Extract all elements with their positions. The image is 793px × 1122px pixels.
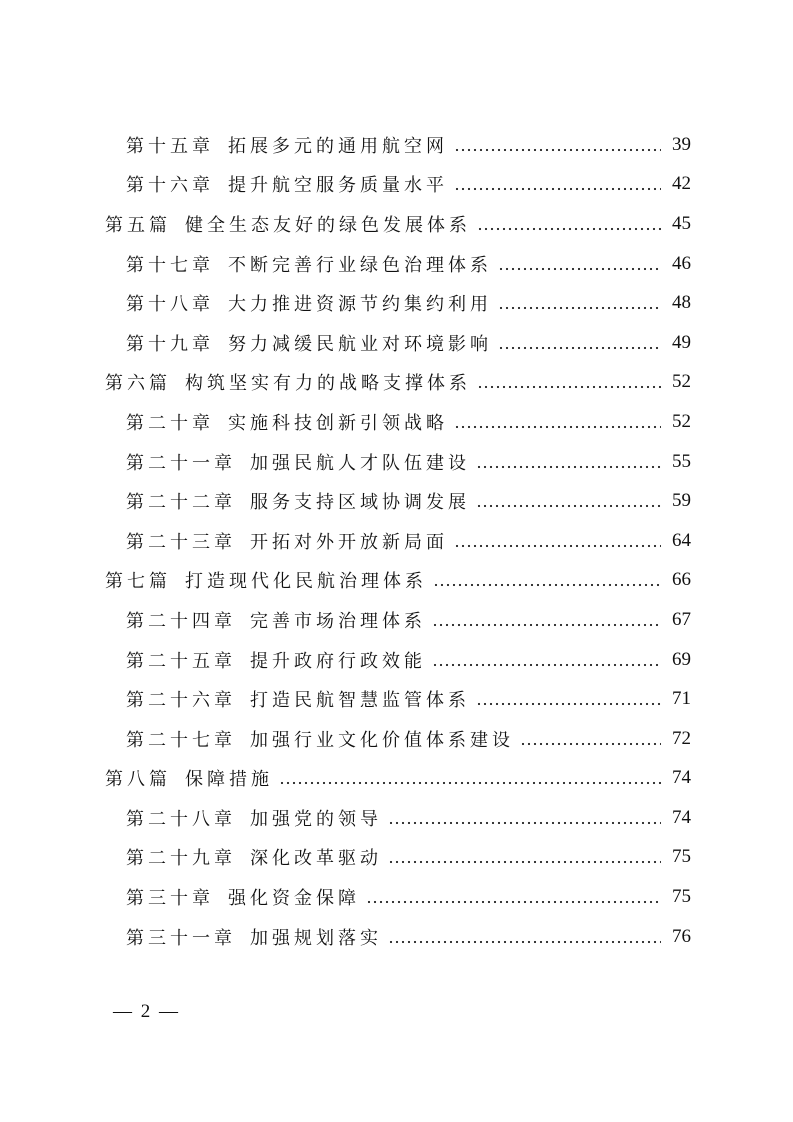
toc-entry-label: 第十七章: [126, 254, 214, 276]
dot-leader: [454, 174, 661, 194]
toc-entry-title: 打造现代化民航治理体系: [185, 571, 427, 593]
toc-entry-title: 加强党的领导: [250, 808, 382, 830]
toc-entry-page-number: 46: [672, 252, 691, 274]
toc-entry-label: 第二十八章: [126, 808, 236, 830]
toc-entry-label: 第八篇: [105, 769, 171, 791]
dot-leader: [388, 927, 661, 947]
toc-entry-title: 服务支持区域协调发展: [250, 492, 470, 514]
dot-leader: [454, 135, 661, 155]
toc-entry-label: 第二十七章: [126, 729, 236, 751]
toc-entry-label: 第二十九章: [126, 848, 236, 870]
dot-leader: [279, 768, 661, 788]
toc-entry-page-number: 75: [672, 886, 691, 908]
toc-entry-label: 第二十章: [126, 412, 214, 434]
toc-entry-label: 第二十四章: [126, 610, 236, 632]
toc-part-entry[interactable]: [0, 204, 793, 244]
dot-leader: [432, 650, 661, 670]
toc-chapter-entry[interactable]: [0, 600, 793, 640]
toc-entry-page-number: 52: [672, 410, 691, 432]
toc-entry-label: 第七篇: [105, 571, 171, 593]
toc-entry-label: 第十五章: [126, 135, 214, 157]
toc-entry-label: 第二十一章: [126, 452, 236, 474]
toc-entry-label: 第二十六章: [126, 690, 236, 712]
toc-chapter-entry[interactable]: [0, 521, 793, 561]
toc-entry-title: 加强规划落实: [250, 927, 382, 949]
toc-part-entry[interactable]: [0, 561, 793, 601]
toc-chapter-entry[interactable]: [0, 917, 793, 957]
dot-leader: [366, 887, 661, 907]
toc-entry-label: 第十六章: [126, 175, 214, 197]
toc-entry-page-number: 75: [672, 846, 691, 868]
toc-entry-page-number: 48: [672, 292, 691, 314]
toc-entry-page-number: 52: [672, 371, 691, 393]
dot-leader: [498, 333, 661, 353]
toc-entry-title: 实施科技创新引领战略: [228, 412, 448, 434]
dot-leader: [477, 372, 661, 392]
toc-entry-label: 第五篇: [105, 214, 171, 236]
toc-entry-page-number: 72: [672, 727, 691, 749]
toc-entry-label: 第十八章: [126, 294, 214, 316]
toc-entry-page-number: 69: [672, 648, 691, 670]
toc-entry-page-number: 74: [672, 767, 691, 789]
page-number: — 2 —: [113, 1001, 180, 1022]
toc-entry-title: 健全生态友好的绿色发展体系: [185, 214, 471, 236]
toc-chapter-entry[interactable]: [0, 165, 793, 205]
dot-leader: [388, 847, 661, 867]
toc-entry-label: 第三十一章: [126, 927, 236, 949]
toc-entry-label: 第三十章: [126, 888, 214, 910]
toc-entry-title: 不断完善行业绿色治理体系: [228, 254, 492, 276]
toc-chapter-entry[interactable]: [0, 323, 793, 363]
toc-chapter-entry[interactable]: [0, 125, 793, 165]
toc-entry-title: 提升航空服务质量水平: [228, 175, 448, 197]
toc-entry-page-number: 64: [672, 529, 691, 551]
dot-leader: [476, 491, 661, 511]
toc-entry-label: 第二十三章: [126, 531, 236, 553]
toc-chapter-entry[interactable]: [0, 640, 793, 680]
toc-entry-title: 提升政府行政效能: [250, 650, 426, 672]
toc-entry-page-number: 74: [672, 806, 691, 828]
toc-entry-label: 第二十五章: [126, 650, 236, 672]
toc-entry-page-number: 39: [672, 133, 691, 155]
toc-entry-page-number: 59: [672, 490, 691, 512]
toc-entry-label: 第二十二章: [126, 492, 236, 514]
dot-leader: [432, 610, 661, 630]
toc-entry-page-number: 76: [672, 925, 691, 947]
dot-leader: [520, 729, 661, 749]
toc-entry-title: 加强行业文化价值体系建设: [250, 729, 514, 751]
dot-leader: [477, 214, 661, 234]
toc-part-entry[interactable]: [0, 363, 793, 403]
toc-chapter-entry[interactable]: [0, 442, 793, 482]
toc-part-entry[interactable]: [0, 759, 793, 799]
table-of-contents: [0, 125, 793, 956]
toc-chapter-entry[interactable]: [0, 244, 793, 284]
toc-entry-title: 打造民航智慧监管体系: [250, 690, 470, 712]
dot-leader: [454, 531, 661, 551]
toc-chapter-entry[interactable]: [0, 283, 793, 323]
toc-entry-title: 保障措施: [185, 769, 273, 791]
toc-entry-title: 努力减缓民航业对环境影响: [228, 333, 492, 355]
toc-chapter-entry[interactable]: [0, 719, 793, 759]
toc-chapter-entry[interactable]: [0, 679, 793, 719]
toc-chapter-entry[interactable]: [0, 838, 793, 878]
toc-entry-page-number: 55: [672, 450, 691, 472]
toc-entry-page-number: 42: [672, 173, 691, 195]
toc-entry-title: 强化资金保障: [228, 888, 360, 910]
toc-chapter-entry[interactable]: [0, 877, 793, 917]
toc-entry-page-number: 49: [672, 331, 691, 353]
dot-leader: [498, 254, 661, 274]
toc-entry-title: 开拓对外开放新局面: [250, 531, 448, 553]
toc-entry-title: 拓展多元的通用航空网: [228, 135, 448, 157]
dot-leader: [498, 293, 661, 313]
dot-leader: [388, 808, 661, 828]
toc-entry-page-number: 45: [672, 212, 691, 234]
dot-leader: [433, 570, 661, 590]
toc-entry-title: 构筑坚实有力的战略支撑体系: [185, 373, 471, 395]
toc-entry-label: 第六篇: [105, 373, 171, 395]
dot-leader: [476, 452, 661, 472]
dot-leader: [454, 412, 661, 432]
toc-entry-title: 深化改革驱动: [250, 848, 382, 870]
toc-entry-title: 加强民航人才队伍建设: [250, 452, 470, 474]
toc-entry-title: 完善市场治理体系: [250, 610, 426, 632]
toc-chapter-entry[interactable]: [0, 798, 793, 838]
dot-leader: [476, 689, 661, 709]
toc-entry-title: 大力推进资源节约集约利用: [228, 294, 492, 316]
toc-chapter-entry[interactable]: [0, 481, 793, 521]
toc-chapter-entry[interactable]: [0, 402, 793, 442]
toc-entry-page-number: 71: [672, 688, 691, 710]
toc-entry-page-number: 66: [672, 569, 691, 591]
toc-entry-page-number: 67: [672, 608, 691, 630]
toc-entry-label: 第十九章: [126, 333, 214, 355]
